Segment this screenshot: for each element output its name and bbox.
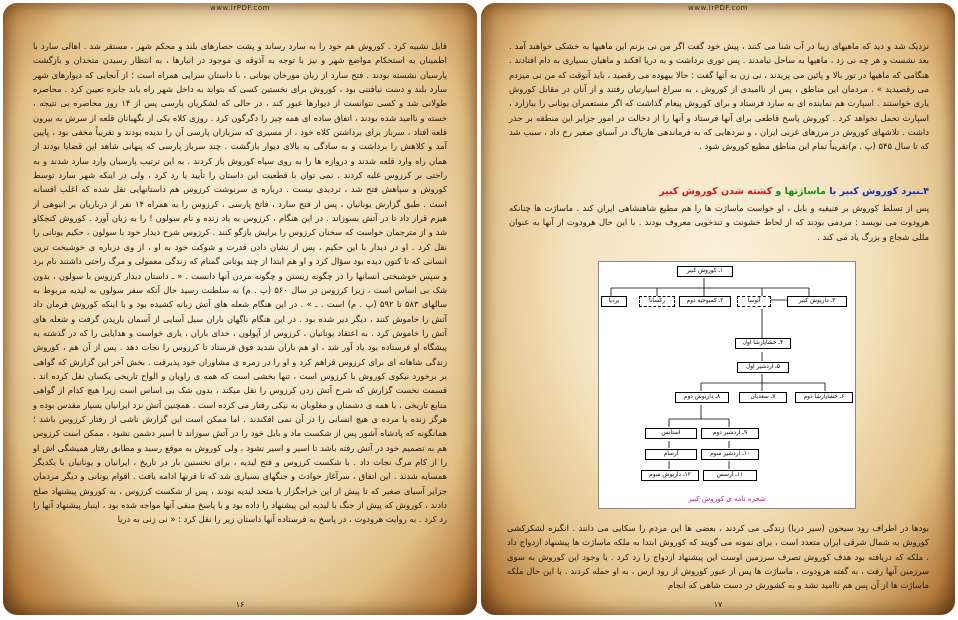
family-tree-caption: شجره نامه ی کوروش کبیر <box>688 495 766 503</box>
tree-node-ostanes: استانس <box>645 428 697 439</box>
tree-node-xerxes1: ۴ـ خشایارشا اول <box>735 338 791 349</box>
tree-node-artaxerxes1: ۵ـ اردشیر اول <box>737 362 789 373</box>
left-page <box>3 3 477 615</box>
tree-node-sogdian: ۷ـ سغدیان <box>739 392 787 403</box>
tree-node-darius2: ۸ـ داریوش دوم <box>675 392 729 403</box>
tree-node-arses: ۱۱ـ آرسس <box>703 470 757 481</box>
tree-node-kambujia: ۲ـ کمبوجیه دوم <box>679 296 731 307</box>
section-title <box>509 186 929 197</box>
section-title-part3: کشته شدن کوروش کبیر <box>659 186 773 197</box>
site-watermark-right: www.IrPDF.com <box>688 4 748 12</box>
section-title-part2: ماساژتها و <box>772 186 830 197</box>
tree-node-xerxes2: ۶ـ خشایارشا دوم <box>795 392 853 403</box>
family-tree-figure <box>598 261 856 509</box>
tree-node-artaxerxes2: ۹ـ اردشیر دوم <box>701 428 759 439</box>
right-page-number: ۱۷ <box>713 600 723 609</box>
site-watermark-left: www.IrPDF.com <box>210 4 270 12</box>
right-page-text-top: نزدیک شد و دید که ماهیهای زیبا در آب شنا می کنند ، پیش خود گفت اگر من نی بزنم این ماهیها به خشکی خواهند آمد . بعد نشست و هر چه نی زد ، ماهیها به ساحل نیامدند . پس توری برداشت و به دریا افکند و ماهیان بسیاری به دام افتادند . هنگامی که ماهیها در تور بالا و پائین می پریدند ، نی زن به آنها گفت : حالا بیهوده می رقصید ، باید آنوقت که من نی میزدم می رقصیدید » . مردمان این مناطق ، پس از ناامیدی از کوروش ، به سراغ اسپارتیان رفتند و از آنان در مقابل کوروش یاری خواستند . اسپارت هم نماینده ای به سارد فرستاد و برای کوروش پیغام گذاشت که اگر مستعمران یونانی را بیازارد ، اسپارت تحمل نخواهد کرد . کوروش پاسخ قاطعی برای آنها فرستاد و آنها را از دخالت در امور جزایر این منطقه بر حذر داشت . تلاشهای کوروش در مرزهای غربی ایران ، و نبردهایی که به فرماندهی هارپاگ در آسیای صغیر رخ داد ، سبب شد که تا سال ۵۴۵ (پ . م)تقریباً تمام این مناطق مطیع کوروش شود . <box>509 41 929 152</box>
tree-node-bardia: بردیا <box>601 296 627 307</box>
tree-node-cyrus: ۱ـ کوروش کبیر <box>677 266 733 277</box>
tree-node-darius-great: ۳ـ داریوش کبیر <box>787 296 847 307</box>
left-page-text: قابل تشبیه کرد . کوروش هم خود را به سارد رساند و پشت حصارهای بلند و محکم شهر ، مستقر شد . اهالی سارد با اطمینان به استحکام مواضع شهر و نیز با توجه به آذوقه ی موجود در انبارها ، به انتظار رسیدن متحدان و بازگشت پارسیان نشسته بودند . فتح سارد از زبان مورخان یونانی ، با داستان سرایی همراه است ؛ از آنجایی که دیوارهای شهر سارد بلند و دست نیافتنی بود ، کوروش برای نخستین کسی که بتواند به داخل شهر راه یابد جایزه تعیین کرد . محاصره طولانی شد و کسی نتوانست از دیوارها عبور کند ، در حالی که لشکریان پارسی پس از ۱۴ روز محاصره بی نتیجه ، خسته و ناامید شده بودند ، اتفاق ساده ای همه چیز را دگرگون کرد . روزی کلاه یکی از نگهبانان قلعه از سرش به بیرون قلعه افتاد ، سرباز برای برداشتن کلاه خود ، از مسیری که سربازان پارسی آن را ندیده بودند و تقریباً مخفی بود ، پایین آمد و کلاهش را برداشت و به سادگی به بالای دیوار بازگشت . چند سرباز پارسی که پنهانی شاهد این قضایا بودند از همان راه وارد قلعه شدند و دروازه ها را به روی سپاه کوروش باز کردند . به این ترتیب پارسیان وارد سارد شدند و به راحتی بر کرزوس غلبه کردند . نمی توان با قطعیت این داستان را تأیید یا رد کرد ، ولی در اینکه شهر سارد توسط کوروش و سپاهش فتح شد ، تردیدی نیست . درباره ی سرنوشت کرزوس هم داستانهایی نقل شده که اغلب افسانه است . طبق گزارش یونانیان ، پس از فتح سارد ، فاتح پارسی ، کرزوس را به همراه ۱۴ نفر از درباریان بر انبوهی از هیزم قرار داد تا در آتش بسوزاند . در این هنگام ، کرزوس به یاد زنده و نام سولون ! را به زبان آورد . کوروش کنجکاو شد و از مترجمان خواست که سخنان کرزوس را برایش بازگو کنند . کرزوس شرح دیدار خود با سولون ، حکیم یونانی را نقل کرد . او در دیدار با این حکیم ، پس از نشان دادن قدرت و شوکت خود به او ، از وی درباره ی خوشبخت ترین انسانی که تا کنون دیده بود سؤال کرد و او هم ابتدا از چند یونانی گمنام که زندگی معمولی و مرگ راحتی داشتند نام برد و سپس خوشبختی انسانها را در چگونه زیستن و چگونه مردن آنها دانست . « ـ داستان دیدار کرزوس با سولون ، بدون شک بی اساس است ، زیرا کرزوس در سال ۵۶۰ (پ . م) به سلطنت رسید حال آنکه سفر سولون به لیدیه مربوط به سالهای ۵۸۳ تا ۵۹۲ (پ . م) است . ـ » . در این هنگام شعله های آتش زبانه کشیده بود و با اینکه کوروش فرمان داد آتش را خاموش کنند ، دیگر دیر شده بود . در این هنگام ناگهان باران سیل آسایی از آسمان باریدن گرفت و شعله های آتش را خاموش کرد . به اعتقاد یونانیان ، کرزوس از آپولون ، خدای باران ، یاری خواست و هدایایی را که در گذشته به پیشگاه او فرستاده بود یاد آور شد ، او هم باران شدید فوق فرستاد تا کرزوس را نجات دهد . پس از آن هم ، کوروش زندگی شاهانه ای برای کرزوس فراهم کرد و او را در زمره ی مشاوران خود پذیرفت . بخش آخر این گزارش که گواهی بر برخورد نیکوی کوروش با کرزوس است ، تنها بخشی است که همه ی راویان و الواح تاریخی یکسان نقل کرده اند . قسمت نخست گزارش که شرح آتش زدن کرزوس را نقل میکند ، بدون شک بی اساس است زیرا هیچ کدام از گواهی منابع تاریخی ، با همه ی دشمنان و مغلوبان به نیکی رفتار می کرده است . همچنین آتش نزد ایرانیان بسیار مقدس بوده و هرگز زنده یا مرده ی هیچ انسانی را در آن نمی افکندند . اما ممکن است این گزارش ناشی از رفتار کرزوس باشد ؛ همانگونه که پادشاه آشور پس از شکست ماد و بابل خود را در آتش سوزاند تا اسیر دشمن نشود ، ممکن است کرزوس هم به تصمیم خود در آتش رفته باشد تا اسیر و اسیر نشود ، ولی کوروش به موقع رسید و مطابق رفتار همیشگی اش او را از کام مرگ نجات داد . با شکست کرزوس و فتح لیدیه ، برای نخستین بار در تاریخ ، ایرانیان و یونانیان با یکدیگر همسایه شدند . این اتفاق ، سرآغاز حوادث و جنگهای بسیاری شد که تا قرنها ادامه یافت . اقوام یونانی و دیگر مردمان جزایر آسیای صغیر که تا پیش از این خراجگزار یا متحد لیدیه بودند ، پس از شکست کرزوس ، به کوروش پیشنهاد صلح دادند ، کوروش که پیش از جنگ با لیدیه این پیشنهاد را داده بود و با پاسخ منفی آنها مواجه شده بود ، اینبار پیشنهاد آنها را رد کرد . به روایت هرودوت ، در پاسخ به فرستاده آنها داستان زیر را نقل کرد : « نی زنی به دریا <box>33 41 448 525</box>
tree-node-arsam: آرسام <box>645 449 697 460</box>
right-page-text-bottom: بودها در اطراف رود سیحون (سیر دریا) زندگی می کردند ، بعضی ها این مردم را سکایی می دانند . انگیزه لشکرکشی کوروش به شمال شرقی ایران متعدد است ، برای نمونه می گویند که کوروش ابتدا به ملکه ماساژت ها پیشنهاد ازدواج داد . ملکه که دریافته بود هدف کوروش تصرف سرزمین اوست این پیشنهاد ازدواج را رد کرد . با وجود این کوروش به سوی سرزمین آنها رفت ، به گفته هرودوت ، ماساژت ها پس از عبور کوروش از رود ارس ، به او حمله کردند . با این حال ملکه ماساژت ها از آن پس هم ناامید نشد و به کشورش در دست شاهی که انجام <box>507 523 929 591</box>
left-page-number: ۱۶ <box>235 600 245 609</box>
section-title-part1: ۴ـنبرد کوروش کبیر با <box>829 186 929 197</box>
tree-node-atossa: آتوسا <box>737 296 771 307</box>
tree-node-darius3: ۱۲ـ داریوش سوم <box>641 470 699 481</box>
section-text: پس از تسلط کوروش بر فنیقیه و بابل ، او خواست ماساژت ها را هم مطیع شاهنشاهی ایران کند . ماساژت ها چنانکه هرودوت می نویسد : مردمی بودند که از لحاظ خشونت و تندخویی معروف بودند . با این حال هرودوت از آنها به عنوان مللی شجاع و بزرگ یاد می کند . <box>509 203 929 242</box>
tree-node-artaxerxes3: ۱۰ـ اردشیر سوم <box>701 449 759 460</box>
tree-node-roxana: رکسانا <box>639 296 675 307</box>
right-page <box>481 3 955 615</box>
